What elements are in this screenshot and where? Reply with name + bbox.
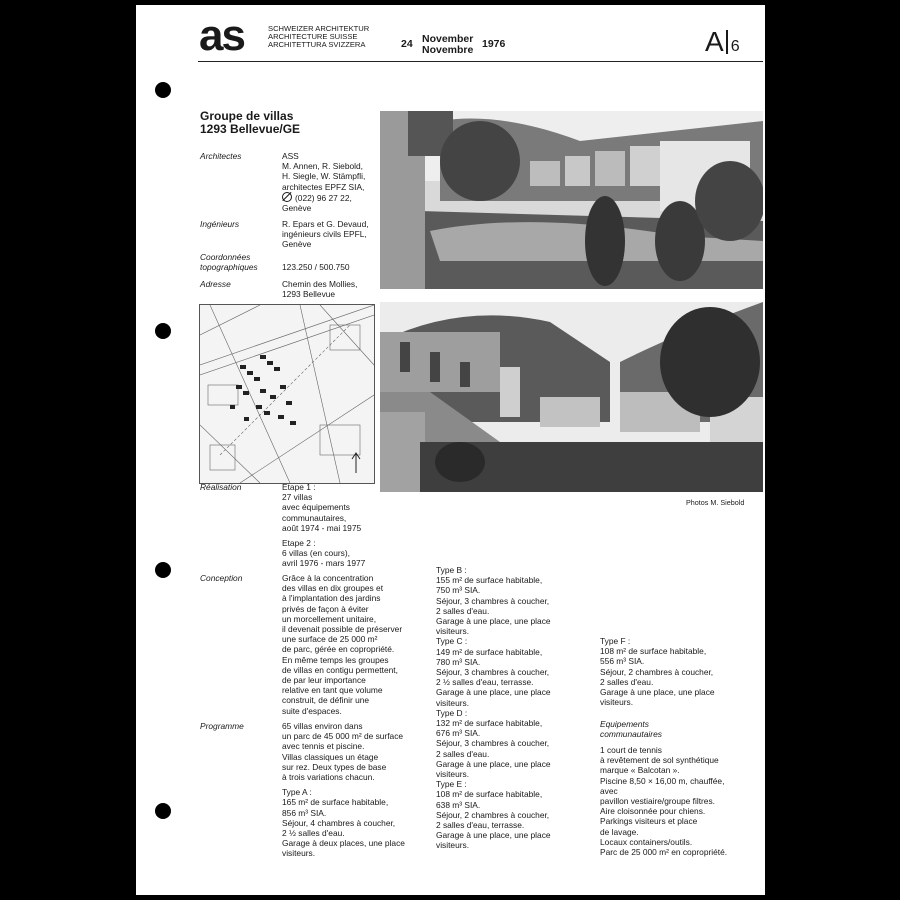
issue-month: November Novembre: [422, 33, 474, 56]
publication-logo: as: [199, 11, 244, 60]
architectes-label: Architectes: [200, 151, 242, 161]
photo-credit: Photos M. Siebold: [686, 498, 745, 507]
conception-label: Conception: [200, 573, 243, 583]
phone-icon: [282, 192, 292, 202]
ingenieurs-label: Ingénieurs: [200, 219, 240, 229]
coordonnees-value: 123.250 / 500.750: [282, 262, 350, 272]
binder-hole: [155, 82, 171, 98]
coordonnees-label: Coordonnées topographiques: [200, 252, 258, 272]
photo-villas-bottom: [380, 302, 763, 492]
conception-text: Grâce à la concentration des villas en dix groupes et à l'implantation des jardins privés de façon à éviter un morcellement unitaire, il devenait possible de préserver une surface de 25 000 m² de parc, gérée en copropriété. En même temps les groupes de villas en contigu permettent, de par leur importance relative en tant que volume construit, de définir une suite d'espaces.: [282, 573, 403, 716]
binder-hole: [155, 803, 171, 819]
equipements-label: Equipements communautaires: [600, 719, 662, 739]
adresse-value: Chemin des Mollies, 1293 Bellevue: [282, 279, 358, 300]
architectes-value: ASS M. Annen, R. Siebold, H. Siegle, W. Stämpfli, architectes EPFZ SIA, (022) 96 27 22, Genève: [282, 151, 366, 214]
binder-hole: [155, 323, 171, 339]
ingenieurs-value: R. Epars et G. Devaud, ingénieurs civils EPFL, Genève: [282, 219, 369, 250]
binder-hole: [155, 562, 171, 578]
equipements-text: 1 court de tennis à revêtement de sol synthétique marque « Balcotan ». Piscine 8,50 × 16,00 m, chauffée, avec pavillon vestiaire/groupe filtres. Aire cloisonnée pour chiens. Parkings visiteurs et place de lavage. Locaux containers/outils. Parc de 25 000 m² en copropriété.: [600, 745, 728, 858]
issue-year: 1976: [482, 38, 506, 50]
types-column-3: Type F : 108 m² de surface habitable, 556 m³ SIA. Séjour, 2 chambres à coucher, 2 salles d'eau. Garage à une place, une place visiteurs.: [600, 636, 715, 708]
site-plan-map: [199, 304, 375, 484]
page-title: Groupe de villas 1293 Bellevue/GE: [200, 109, 301, 136]
header-rule: [198, 61, 763, 62]
realisation-label: Réalisation: [200, 482, 242, 492]
publication-name: SCHWEIZER ARCHITEKTUR ARCHITECTURE SUISSE ARCHITETTURA SVIZZERA: [268, 24, 370, 49]
realisation-value: Etape 1 : 27 villas avec équipements communautaires, août 1974 - mai 1975 Etape 2 : 6 villas (en cours), avril 1976 - mars 1977: [282, 482, 366, 569]
sheet-number: A 6: [705, 26, 740, 57]
site-plan-drawing: [200, 305, 374, 483]
issue-day: 24: [401, 38, 413, 50]
programme-text: 65 villas environ dans un parc de 45 000 m² de surface avec tennis et piscine. Villas classiques un étage sur rez. Deux types de base à trois variations chacun. Type A : 165 m² de surface habitable, 856 m³ SIA. Séjour, 4 chambres à coucher, 2 ½ salles d'eau. Garage à deux places, une place visiteurs.: [282, 721, 405, 859]
adresse-label: Adresse: [200, 279, 231, 289]
programme-label: Programme: [200, 721, 244, 731]
photo-villas-top: [380, 111, 763, 289]
types-column-2: Type B : 155 m² de surface habitable, 750 m³ SIA. Séjour, 3 chambres à coucher, 2 salles d'eau. Garage à une place, une place visiteurs. Type C : 149 m² de surface habitable, 780 m³ SIA. Séjour, 3 chambres à coucher, 2 ½ salles d'eau, terrasse. Garage à une place, une place visiteurs. Type D : 132 m² de surface habitable, 676 m³ SIA. Séjour, 3 chambres à coucher, 2 salles d'eau. Garage à une place, une place visiteurs. Type E : 108 m² de surface habitable, 638 m³ SIA. Séjour, 2 chambres à coucher, 2 salles d'eau, terrasse. Garage à une place, une place visiteurs.: [436, 565, 551, 851]
